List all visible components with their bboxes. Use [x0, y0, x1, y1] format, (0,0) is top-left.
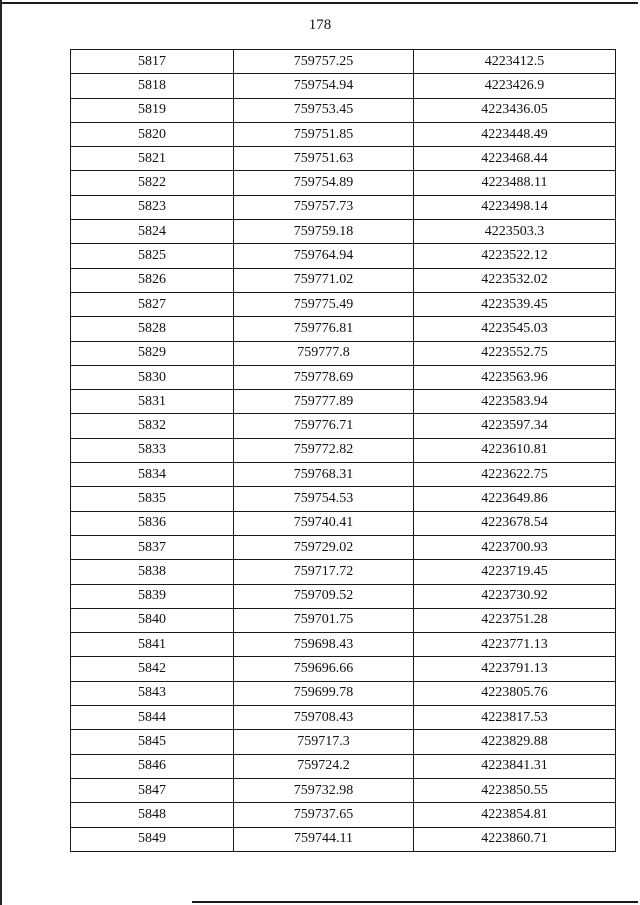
y-coordinate-cell: 4223426.9 [414, 74, 616, 98]
point-id-cell: 5839 [71, 584, 234, 608]
point-id-cell: 5841 [71, 633, 234, 657]
x-coordinate-cell: 759764.94 [234, 244, 414, 268]
y-coordinate-cell: 4223751.28 [414, 608, 616, 632]
table-row [71, 560, 616, 584]
top-page-rule [2, 2, 638, 4]
y-coordinate-cell: 4223817.53 [414, 706, 616, 730]
y-coordinate-cell: 4223448.49 [414, 122, 616, 146]
point-id-cell: 5838 [71, 560, 234, 584]
coordinate-table-body [71, 50, 616, 852]
table-row [71, 463, 616, 487]
x-coordinate-cell: 759751.85 [234, 122, 414, 146]
point-id-cell: 5832 [71, 414, 234, 438]
point-id-cell: 5821 [71, 147, 234, 171]
y-coordinate-cell: 4223649.86 [414, 487, 616, 511]
table-row [71, 244, 616, 268]
point-id-cell: 5823 [71, 195, 234, 219]
point-id-cell: 5819 [71, 98, 234, 122]
x-coordinate-cell: 759776.81 [234, 317, 414, 341]
y-coordinate-cell: 4223610.81 [414, 438, 616, 462]
point-id-cell: 5847 [71, 778, 234, 802]
table-row [71, 681, 616, 705]
x-coordinate-cell: 759729.02 [234, 535, 414, 559]
y-coordinate-cell: 4223583.94 [414, 390, 616, 414]
point-id-cell: 5827 [71, 292, 234, 316]
x-coordinate-cell: 759754.94 [234, 74, 414, 98]
y-coordinate-cell: 4223498.14 [414, 195, 616, 219]
y-coordinate-cell: 4223539.45 [414, 292, 616, 316]
y-coordinate-cell: 4223412.5 [414, 50, 616, 74]
table-row [71, 220, 616, 244]
point-id-cell: 5849 [71, 827, 234, 851]
x-coordinate-cell: 759759.18 [234, 220, 414, 244]
table-row [71, 390, 616, 414]
y-coordinate-cell: 4223730.92 [414, 584, 616, 608]
table-row [71, 74, 616, 98]
x-coordinate-cell: 759717.72 [234, 560, 414, 584]
y-coordinate-cell: 4223700.93 [414, 535, 616, 559]
x-coordinate-cell: 759776.71 [234, 414, 414, 438]
table-row [71, 730, 616, 754]
y-coordinate-cell: 4223545.03 [414, 317, 616, 341]
table-row [71, 268, 616, 292]
y-coordinate-cell: 4223522.12 [414, 244, 616, 268]
table-row [71, 535, 616, 559]
point-id-cell: 5846 [71, 754, 234, 778]
table-row [71, 706, 616, 730]
point-id-cell: 5817 [71, 50, 234, 74]
table-row [71, 608, 616, 632]
table-row [71, 317, 616, 341]
x-coordinate-cell: 759732.98 [234, 778, 414, 802]
point-id-cell: 5834 [71, 463, 234, 487]
table-row [71, 292, 616, 316]
point-id-cell: 5824 [71, 220, 234, 244]
y-coordinate-cell: 4223791.13 [414, 657, 616, 681]
point-id-cell: 5831 [71, 390, 234, 414]
x-coordinate-cell: 759778.69 [234, 365, 414, 389]
table-row [71, 754, 616, 778]
bottom-page-rule [192, 901, 638, 903]
x-coordinate-cell: 759696.66 [234, 657, 414, 681]
point-id-cell: 5818 [71, 74, 234, 98]
table-row [71, 147, 616, 171]
table-row [71, 803, 616, 827]
x-coordinate-cell: 759757.25 [234, 50, 414, 74]
table-row [71, 487, 616, 511]
x-coordinate-cell: 759699.78 [234, 681, 414, 705]
y-coordinate-cell: 4223719.45 [414, 560, 616, 584]
point-id-cell: 5825 [71, 244, 234, 268]
point-id-cell: 5836 [71, 511, 234, 535]
x-coordinate-cell: 759771.02 [234, 268, 414, 292]
y-coordinate-cell: 4223850.55 [414, 778, 616, 802]
left-scan-edge [0, 0, 2, 905]
coordinate-table [70, 49, 616, 852]
table-row [71, 827, 616, 851]
y-coordinate-cell: 4223805.76 [414, 681, 616, 705]
y-coordinate-cell: 4223468.44 [414, 147, 616, 171]
table-row [71, 778, 616, 802]
y-coordinate-cell: 4223503.3 [414, 220, 616, 244]
y-coordinate-cell: 4223771.13 [414, 633, 616, 657]
table-row [71, 365, 616, 389]
x-coordinate-cell: 759768.31 [234, 463, 414, 487]
x-coordinate-cell: 759777.89 [234, 390, 414, 414]
x-coordinate-cell: 759753.45 [234, 98, 414, 122]
y-coordinate-cell: 4223488.11 [414, 171, 616, 195]
x-coordinate-cell: 759709.52 [234, 584, 414, 608]
table-row [71, 633, 616, 657]
table-row [71, 414, 616, 438]
y-coordinate-cell: 4223678.54 [414, 511, 616, 535]
point-id-cell: 5826 [71, 268, 234, 292]
point-id-cell: 5822 [71, 171, 234, 195]
point-id-cell: 5845 [71, 730, 234, 754]
x-coordinate-cell: 759744.11 [234, 827, 414, 851]
x-coordinate-cell: 759701.75 [234, 608, 414, 632]
x-coordinate-cell: 759772.82 [234, 438, 414, 462]
x-coordinate-cell: 759757.73 [234, 195, 414, 219]
point-id-cell: 5820 [71, 122, 234, 146]
x-coordinate-cell: 759754.53 [234, 487, 414, 511]
table-row [71, 584, 616, 608]
page-number: 178 [308, 17, 332, 33]
point-id-cell: 5840 [71, 608, 234, 632]
y-coordinate-cell: 4223532.02 [414, 268, 616, 292]
point-id-cell: 5848 [71, 803, 234, 827]
table-row [71, 171, 616, 195]
point-id-cell: 5833 [71, 438, 234, 462]
table-row [71, 50, 616, 74]
point-id-cell: 5844 [71, 706, 234, 730]
point-id-cell: 5828 [71, 317, 234, 341]
x-coordinate-cell: 759724.2 [234, 754, 414, 778]
y-coordinate-cell: 4223860.71 [414, 827, 616, 851]
table-row [71, 122, 616, 146]
x-coordinate-cell: 759751.63 [234, 147, 414, 171]
x-coordinate-cell: 759708.43 [234, 706, 414, 730]
table-row [71, 341, 616, 365]
y-coordinate-cell: 4223841.31 [414, 754, 616, 778]
y-coordinate-cell: 4223854.81 [414, 803, 616, 827]
x-coordinate-cell: 759777.8 [234, 341, 414, 365]
point-id-cell: 5830 [71, 365, 234, 389]
table-row [71, 657, 616, 681]
point-id-cell: 5835 [71, 487, 234, 511]
y-coordinate-cell: 4223552.75 [414, 341, 616, 365]
y-coordinate-cell: 4223829.88 [414, 730, 616, 754]
point-id-cell: 5843 [71, 681, 234, 705]
point-id-cell: 5837 [71, 535, 234, 559]
point-id-cell: 5829 [71, 341, 234, 365]
x-coordinate-cell: 759740.41 [234, 511, 414, 535]
x-coordinate-cell: 759754.89 [234, 171, 414, 195]
x-coordinate-cell: 759698.43 [234, 633, 414, 657]
y-coordinate-cell: 4223563.96 [414, 365, 616, 389]
table-row [71, 195, 616, 219]
point-id-cell: 5842 [71, 657, 234, 681]
table-row [71, 98, 616, 122]
y-coordinate-cell: 4223597.34 [414, 414, 616, 438]
table-row [71, 438, 616, 462]
table-row [71, 511, 616, 535]
x-coordinate-cell: 759737.65 [234, 803, 414, 827]
x-coordinate-cell: 759775.49 [234, 292, 414, 316]
x-coordinate-cell: 759717.3 [234, 730, 414, 754]
y-coordinate-cell: 4223622.75 [414, 463, 616, 487]
y-coordinate-cell: 4223436.05 [414, 98, 616, 122]
